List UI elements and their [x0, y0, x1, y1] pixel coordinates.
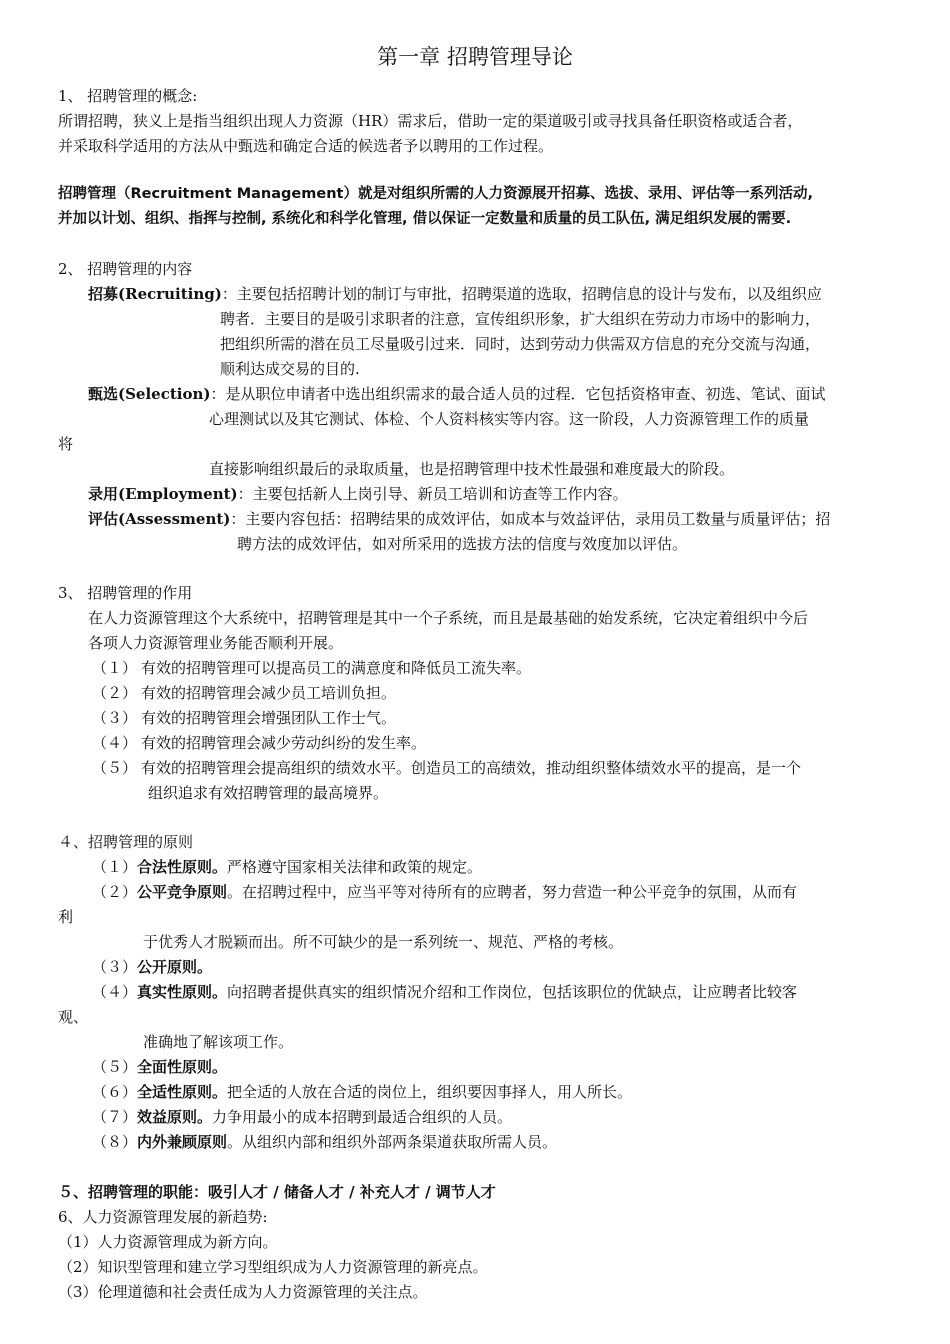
selection-line: 将 — [58, 435, 74, 453]
recruiting-term: 招募(Recruiting) — [88, 285, 222, 303]
section-3-intro-line: 各项人力资源管理业务能否顺利开展。 — [88, 634, 344, 652]
employment-term: 录用(Employment) — [88, 485, 238, 503]
principle-term: 真实性原则。 — [137, 983, 228, 1001]
list-item-number: （５） — [92, 759, 138, 777]
selection-text: ：是从职位申请者中选出组织需求的最合适人员的过程．它包括资格审查、初选、笔试、面试 — [210, 385, 826, 403]
assessment-line: 聘方法的成效评估，如对所采用的选拔方法的信度与效度加以评估。 — [237, 535, 688, 553]
principle-term: 公开原则。 — [137, 958, 213, 976]
principle-number: （１） — [92, 858, 138, 876]
principle-text: 严格遵守国家相关法律和政策的规定。 — [227, 858, 483, 876]
principle-term: 全面性原则。 — [137, 1058, 228, 1076]
principle-item — [92, 1055, 227, 1080]
principle-number: （７） — [92, 1108, 138, 1126]
principle-continuation: 观、 — [58, 1008, 89, 1026]
principle-item — [92, 880, 797, 905]
recruiting-line: 把组织所需的潜在员工尽量吸引过来．同时，达到劳动力供需双方信息的充分交流与沟通， — [220, 335, 821, 353]
list-item — [92, 731, 426, 756]
trend-item: （2）知识型管理和建立学习型组织成为人力资源管理的新亮点。 — [58, 1258, 488, 1276]
principle-term: 内外兼顾原则 — [137, 1133, 228, 1151]
section-1-bold-line: 并加以计划、组织、指挥与控制, 系统化和科学化管理, 借以保证一定数量和质量的员工队伍, 满足组织发展的需要. — [58, 211, 792, 227]
list-item-text: 有效的招聘管理会减少劳动纠纷的发生率。 — [141, 734, 427, 752]
list-item — [92, 756, 801, 781]
recruiting-text: ：主要包括招聘计划的制订与审批，招聘渠道的选取，招聘信息的设计与发布，以及组织应 — [221, 285, 822, 303]
recruiting-line — [88, 282, 822, 307]
list-item-text: 有效的招聘管理会减少员工培训负担。 — [141, 684, 397, 702]
principle-item — [92, 1105, 512, 1130]
principle-text: 把全适的人放在合适的岗位上，组织要因事择人，用人所长。 — [227, 1083, 633, 1101]
principle-number: （２） — [92, 883, 138, 901]
selection-line: 心理测试以及其它测试、体检、个人资料核实等内容。这一阶段，人力资源管理工作的质量 — [209, 410, 810, 428]
recruiting-line: 顺利达成交易的目的. — [220, 360, 360, 378]
employment-text: ：主要包括新人上岗引导、新员工培训和访查等工作内容。 — [237, 485, 628, 503]
principle-number: （３） — [92, 958, 138, 976]
selection-line — [88, 382, 826, 407]
assessment-line — [88, 507, 830, 532]
section-1-heading: 1、 招聘管理的概念: — [58, 87, 198, 105]
principle-item — [92, 980, 797, 1005]
recruiting-line: 聘者．主要目的是吸引求职者的注意，宣传组织形象，扩大组织在劳动力市场中的影响力， — [220, 310, 821, 328]
principle-text: 力争用最小的成本招聘到最适合组织的人员。 — [212, 1108, 513, 1126]
principle-item — [92, 1130, 557, 1155]
principle-text: 。在招聘过程中，应当平等对待所有的应聘者，努力营造一种公平竞争的氛围，从而有 — [227, 883, 798, 901]
principle-number: （５） — [92, 1058, 138, 1076]
principle-text: 。从组织内部和组织外部两条渠道获取所需人员。 — [227, 1133, 558, 1151]
employment-line — [88, 482, 628, 507]
selection-line: 直接影响组织最后的录取质量，也是招聘管理中技术性最强和难度最大的阶段。 — [209, 460, 735, 478]
principle-number: （４） — [92, 983, 138, 1001]
section-2-heading: 2、 招聘管理的内容 — [58, 260, 193, 278]
principle-item — [92, 1080, 632, 1105]
principle-number: （８） — [92, 1133, 138, 1151]
trend-item: （1）人力资源管理成为新方向。 — [58, 1233, 278, 1251]
principle-item — [92, 855, 482, 880]
trend-item: （3）伦理道德和社会责任成为人力资源管理的关注点。 — [58, 1283, 428, 1301]
section-6-heading: 6、人力资源管理发展的新趋势: — [58, 1208, 268, 1226]
list-item-number: （３） — [92, 709, 138, 727]
list-item — [92, 681, 396, 706]
principle-continuation: 于优秀人才脱颖而出。所不可缺少的是一系列统一、规范、严格的考核。 — [143, 933, 624, 951]
list-item — [92, 656, 531, 681]
chapter-title: 第一章 招聘管理导论 — [377, 45, 573, 69]
principle-term: 合法性原则。 — [137, 858, 228, 876]
section-5-heading: ５、招聘管理的职能：吸引人才 / 储备人才 / 补充人才 / 调节人才 — [58, 1183, 496, 1201]
principle-term: 全适性原则。 — [137, 1083, 228, 1101]
list-item-text: 有效的招聘管理会提高组织的绩效水平。创造员工的高绩效，推动组织整体绩效水平的提高，是一个 — [141, 759, 802, 777]
section-1-bold-line: 招聘管理（Recruitment Management）就是对组织所需的人力资源展开招募、选拔、录用、评估等一系列活动, — [58, 186, 813, 202]
assessment-text: ：主要内容包括：招聘结果的成效评估，如成本与效益评估，录用员工数量与质量评估；招 — [230, 510, 831, 528]
section-3-intro-line: 在人力资源管理这个大系统中，招聘管理是其中一个子系统，而且是最基础的始发系统，它决定着组织中今后 — [88, 609, 809, 627]
section-3-heading: 3、 招聘管理的作用 — [58, 584, 193, 602]
principle-term: 公平竞争原则 — [137, 883, 228, 901]
list-item-continuation: 组织追求有效招聘管理的最高境界。 — [148, 784, 389, 802]
principle-continuation: 利 — [58, 908, 74, 926]
list-item — [92, 706, 396, 731]
principle-continuation: 准确地了解该项工作。 — [143, 1033, 294, 1051]
list-item-number: （４） — [92, 734, 138, 752]
principle-number: （６） — [92, 1083, 138, 1101]
section-4-heading: ４、招聘管理的原则 — [58, 833, 194, 851]
section-1-text-line: 所谓招聘，狭义上是指当组织出现人力资源（HR）需求后，借助一定的渠道吸引或寻找具备任职资格或适合者， — [58, 112, 803, 130]
list-item-number: （１） — [92, 659, 138, 677]
principle-term: 效益原则。 — [137, 1108, 213, 1126]
list-item-text: 有效的招聘管理会增强团队工作士气。 — [141, 709, 397, 727]
section-1-text-line: 并采取科学适用的方法从中甄选和确定合适的候选者予以聘用的工作过程。 — [58, 137, 554, 155]
principle-item — [92, 955, 212, 980]
list-item-text: 有效的招聘管理可以提高员工的满意度和降低员工流失率。 — [141, 659, 532, 677]
list-item-number: （２） — [92, 684, 138, 702]
principle-text: 向招聘者提供真实的组织情况介绍和工作岗位，包括该职位的优缺点，让应聘者比较客 — [227, 983, 798, 1001]
selection-term: 甄选(Selection) — [88, 385, 211, 403]
assessment-term: 评估(Assessment) — [88, 510, 231, 528]
